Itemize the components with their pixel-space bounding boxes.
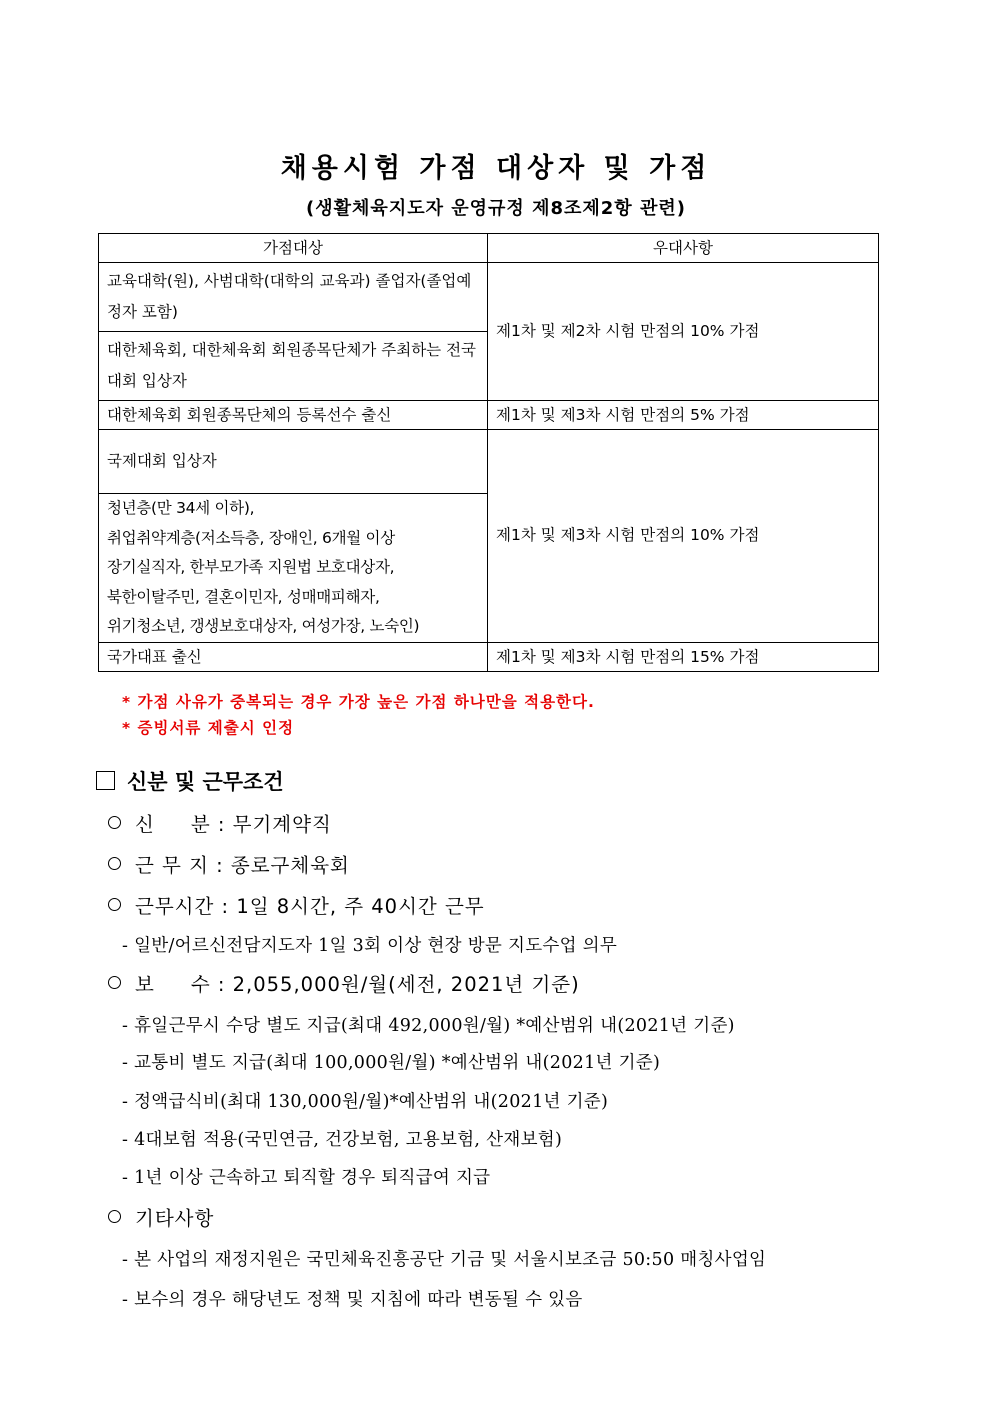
note-evidence: * 증빙서류 제출시 인정 (122, 719, 295, 737)
item-text: 보 수 : 2,055,000원/월(세전, 2021년 기준) (135, 973, 580, 996)
target-cell: 국가대표 출신 (99, 642, 488, 671)
benefit-cell: 제1차 및 제2차 시험 만점의 10% 가점 (488, 263, 879, 401)
item-text: 근무시간 : 1일 8시간, 주 40시간 근무 (135, 895, 485, 918)
item-other (108, 1203, 214, 1231)
other-sub: - 본 사업의 재정지원은 국민체육진흥공단 기금 및 서울시보조금 50:50 매칭사업임 (122, 1250, 767, 1270)
target-cell: 대한체육회 회원종목단체의 등록선수 출신 (99, 401, 488, 430)
table-row (99, 430, 879, 494)
target-cell (99, 494, 488, 643)
target-line: 취업취약계층(저소득층, 장애인, 6개월 이상 (107, 528, 395, 547)
other-sub: - 보수의 경우 해당년도 정책 및 지침에 따라 변동될 수 있음 (122, 1290, 583, 1310)
benefit-cell: 제1차 및 제3차 시험 만점의 10% 가점 (488, 430, 879, 643)
pay-sub: - 교통비 별도 지급(최대 100,000원/월) *예산범위 내(2021년 기준) (122, 1053, 661, 1073)
pay-sub: - 휴일근무시 수당 별도 지급(최대 492,000원/월) *예산범위 내(2021년 기준) (122, 1016, 735, 1036)
table-row (99, 642, 879, 671)
square-bullet-icon (96, 771, 115, 790)
item-hours (108, 891, 485, 919)
pay-sub: - 4대보험 적용(국민연금, 건강보험, 고용보험, 산재보험) (122, 1130, 563, 1150)
circle-bullet-icon (108, 1210, 121, 1223)
target-cell: 대한체육회, 대한체육회 회원종목단체가 주최하는 전국대회 입상자 (99, 332, 488, 401)
table-row (99, 401, 879, 430)
hours-sub: - 일반/어르신전담지도자 1일 3회 이상 현장 방문 지도수업 의무 (122, 936, 618, 956)
table-header-benefit: 우대사항 (488, 234, 879, 263)
target-cell: 교육대학(원), 사범대학(대학의 교육과) 졸업자(졸업예정자 포함) (99, 263, 488, 332)
note-duplicate: * 가점 사유가 중복되는 경우 가장 높은 가점 하나만을 적용한다. (122, 693, 595, 711)
target-cell: 국제대회 입상자 (99, 430, 488, 494)
target-line: 장기실직자, 한부모가족 지원법 보호대상자, (107, 558, 395, 576)
item-text: 근 무 지 : 종로구체육회 (135, 854, 350, 877)
table-header-row (99, 234, 879, 263)
section-heading (96, 766, 284, 796)
item-status (108, 809, 332, 837)
page-title: 채용시험 가점 대상자 및 가점 (280, 153, 712, 184)
table-row (99, 263, 879, 332)
circle-bullet-icon (108, 816, 121, 829)
target-line: 청년층(만 34세 이하), (107, 499, 255, 517)
item-pay (108, 969, 580, 997)
section-title: 신분 및 근무조건 (127, 770, 284, 794)
target-line: 위기청소년, 갱생보호대상자, 여성가장, 노숙인) (107, 617, 420, 635)
item-text: 기타사항 (135, 1207, 215, 1230)
target-line: 북한이탈주민, 결혼이민자, 성매매피해자, (107, 587, 380, 606)
table-header-target: 가점대상 (99, 234, 488, 263)
bonus-table (98, 233, 879, 672)
pay-sub: - 정액급식비(최대 130,000원/월)*예산범위 내(2021년 기준) (122, 1092, 609, 1112)
circle-bullet-icon (108, 857, 121, 870)
benefit-cell: 제1차 및 제3차 시험 만점의 15% 가점 (488, 642, 879, 671)
pay-sub: - 1년 이상 근속하고 퇴직할 경우 퇴직급여 지급 (122, 1168, 491, 1188)
circle-bullet-icon (108, 976, 121, 989)
item-text: 신 분 : 무기계약직 (135, 813, 332, 836)
item-workplace (108, 850, 350, 878)
circle-bullet-icon (108, 898, 121, 911)
page-subtitle: (생활체육지도자 운영규정 제8조제2항 관련) (306, 198, 686, 219)
benefit-cell: 제1차 및 제3차 시험 만점의 5% 가점 (488, 401, 879, 430)
